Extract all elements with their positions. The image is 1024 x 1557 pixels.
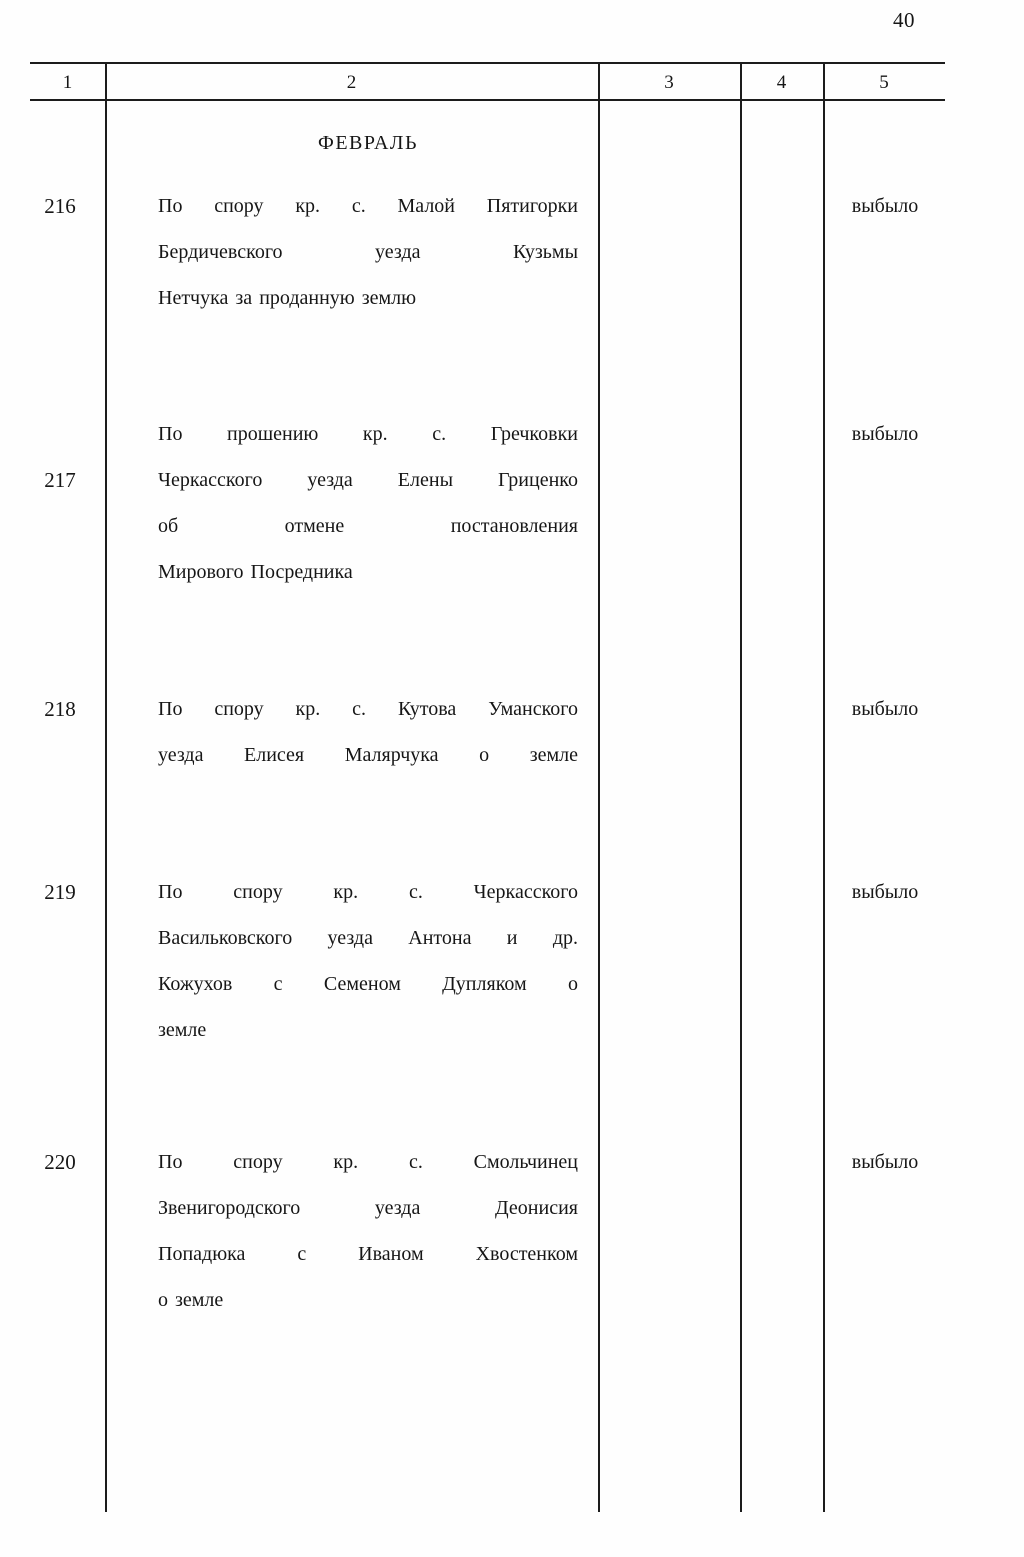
description-line: По спору кр. с. Смольчинец	[158, 1151, 578, 1173]
column-divider-2	[598, 62, 600, 1512]
description-line: Нетчука за проданную землю	[158, 287, 417, 309]
case-description	[158, 183, 578, 321]
description-line: уезда Елисея Малярчука о земле	[158, 744, 578, 766]
month-heading: ФЕВРАЛЬ	[318, 132, 418, 154]
case-number: 217	[44, 468, 76, 492]
description-line: Черкасского уезда Елены Гриценко	[158, 469, 578, 491]
case-number: 216	[44, 194, 76, 218]
case-number: 218	[44, 697, 76, 721]
description-line: о земле	[158, 1289, 224, 1311]
description-line: Мирового Посредника	[158, 561, 353, 583]
description-line: об отмене постановления	[158, 515, 578, 537]
case-number: 219	[44, 880, 76, 904]
case-description	[158, 686, 578, 778]
description-line: По спору кр. с. Черкасского	[158, 881, 578, 903]
page-number: 40	[893, 8, 915, 32]
description-line: Васильковского уезда Антона и др.	[158, 927, 578, 949]
column-divider-3	[740, 62, 742, 1512]
description-line: По спору кр. с. Кутова Уманского	[158, 698, 578, 720]
status-value: выбыло	[851, 1151, 919, 1173]
description-line: По прошению кр. с. Гречковки	[158, 423, 578, 445]
status-value: выбыло	[851, 881, 919, 903]
table-top-border	[30, 62, 945, 64]
description-line: По спору кр. с. Малой Пятигорки	[158, 195, 578, 217]
column-divider-1	[105, 62, 107, 1512]
case-description	[158, 869, 578, 1053]
column-header-2: 2	[346, 72, 357, 93]
header-bottom-border	[30, 99, 945, 101]
status-value: выбыло	[851, 698, 919, 720]
column-header-5: 5	[879, 72, 889, 93]
case-description	[158, 1139, 578, 1323]
description-line: земле	[158, 1019, 207, 1041]
case-description	[158, 411, 578, 595]
column-header-4: 4	[776, 72, 787, 93]
column-header-3: 3	[664, 72, 674, 93]
description-line: Бердичевского уезда Кузьмы	[158, 241, 578, 263]
description-line: Попадюка с Иваном Хвостенком	[158, 1243, 578, 1265]
column-header-1: 1	[62, 72, 73, 93]
case-number: 220	[44, 1150, 76, 1174]
column-divider-4	[823, 62, 825, 1512]
status-value: выбыло	[851, 423, 919, 445]
status-value: выбыло	[851, 195, 919, 217]
description-line: Звенигородского уезда Деонисия	[158, 1197, 578, 1219]
description-line: Кожухов с Семеном Дупляком о	[158, 973, 578, 995]
